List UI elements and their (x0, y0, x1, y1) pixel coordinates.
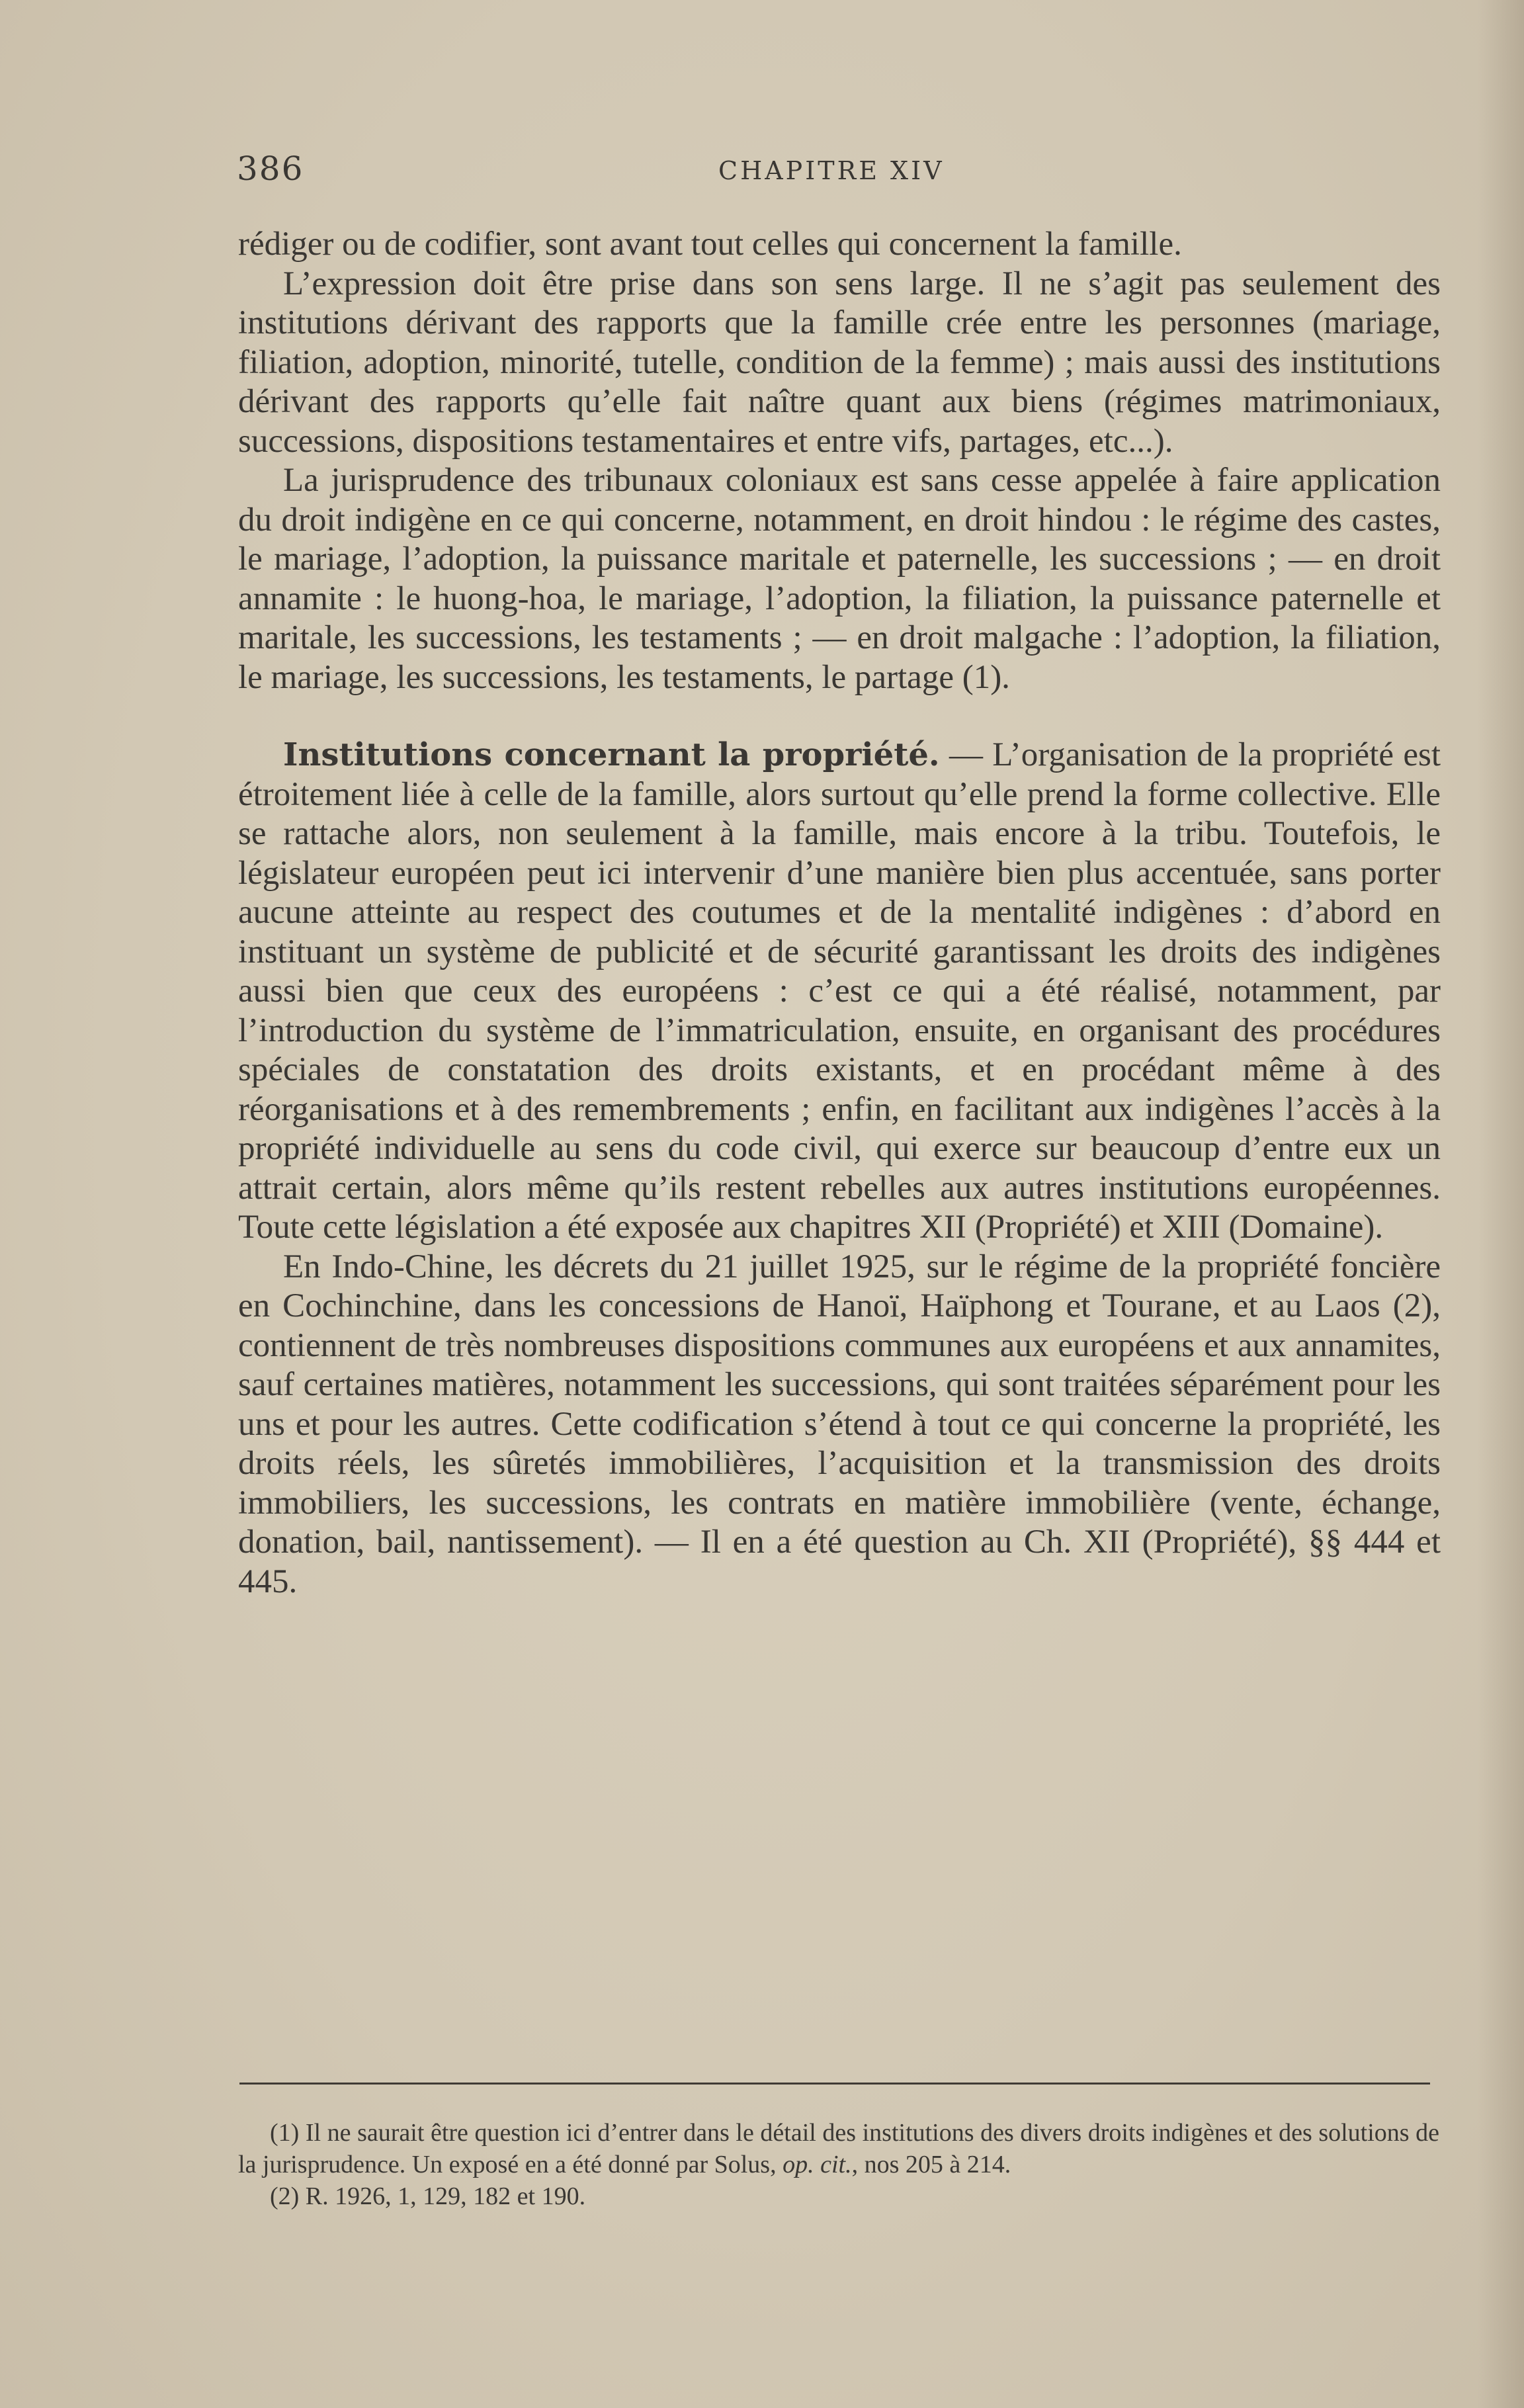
footnote-1-citation: op. cit. (783, 2151, 852, 2178)
footnote-2: (2) R. 1926, 1, 129, 182 et 190. (270, 2182, 586, 2210)
footnote-rule (239, 2083, 1430, 2085)
paragraph-expression: L’expression doit être prise dans son sens large. Il ne s’agit pas seulement des institutions dérivant des rapports que la famille crée entre les personnes (mariage, filiation, adoption, minorité, tutelle, condition de la femme) ; mais aussi des institutions dérivant des rapports qu’elle fait naître quant aux biens (régimes matrimoniaux, successions, dispositions testamentaires et entre vifs, partages, etc...). (238, 265, 1441, 460)
page-header (237, 150, 1441, 196)
paragraph-propriete (238, 736, 1441, 1248)
footnote-1-text: (1) Il ne saurait être question ici d’entrer dans le détail des institutions des divers droits indigènes et des solutions de la jurisprudence. Un exposé en a été donné par Solus, (238, 2119, 1439, 2178)
body-text (238, 225, 1441, 1602)
running-head: CHAPITRE XIV (718, 156, 945, 185)
paragraph-indochine: En Indo-Chine, les décrets du 21 juillet 1925, sur le régime de la propriété foncière en Cochinchine, dans les concessions de Hanoï, Haïphong et Tourane, et au Laos (2), contiennent de très nombreuses dispositions communes aux européens et aux annamites, sauf certaines matières, notamment les successions, qui sont traitées séparément pour les uns et pour les autres. Cette codification s’étend à tout ce qui concerne la propriété, les droits réels, les sûretés immobilières, l’acquisition et la transmission des droits immobiliers, les successions, les contrats en matière immobilière (vente, échange, donation, bail, nantissement). — Il en a été question au Ch. XII (Propriété), §§ 444 et 445. (238, 1248, 1441, 1600)
footnote-1 (238, 2117, 1439, 2180)
paragraph-jurisprudence: La jurisprudence des tribunaux coloniaux est sans cesse appelée à faire application du droit indigène en ce qui concerne, notamment, en droit hindou : le régime des castes, le mariage, l’adoption, la puissance maritale et paternelle, les successions ; — en droit annamite : le huong-hoa, le mariage, l’adoption, la filiation, la puissance paternelle et maritale, les successions, les testaments ; — en droit malgache : l’adoption, la filiation, le mariage, les successions, les testaments, le partage (1). (238, 462, 1441, 696)
page-edge-shadow (1478, 0, 1524, 2408)
paragraph-propriete-text: — L’organisation de la propriété est étroitement liée à celle de la famille, alors surtout qu’elle prend la forme collective. Elle se rattache alors, non seulement à la famille, mais encore à la tribu. Toutefois, le législateur européen peut ici intervenir d’une manière bien plus accentuée, sans porter aucune atteinte au respect des coutumes et de la mentalité indigènes : d’abord en instituant un système de publicité et de sécurité garantissant les droits des indigènes aussi bien que ceux des européens : c’est ce qui a été réalisé, notamment, par l’introduction du système de l’immatriculation, ensuite, en organisant des procédures spéciales de constatation des droits existants, et en procédant même à des réorganisations et à des remembrements ; enfin, en facilitant aux indigènes l’accès à la propriété individuelle au sens du code civil, qui exerce sur beaucoup d’entre eux un attrait certain, alors même qu’ils restent rebelles aux autres institutions européennes. Toute cette législation a été exposée aux chapitres XII (Propriété) et XIII (Domaine). (238, 736, 1441, 1246)
footnotes (238, 2117, 1439, 2212)
paragraph-continuation: rédiger ou de codifier, sont avant tout celles qui concernent la famille. (238, 226, 1182, 263)
page-number: 386 (237, 150, 304, 188)
section-title: Institutions concernant la propriété. (283, 736, 940, 773)
footnote-1-end: , nos 205 à 214. (851, 2151, 1011, 2178)
